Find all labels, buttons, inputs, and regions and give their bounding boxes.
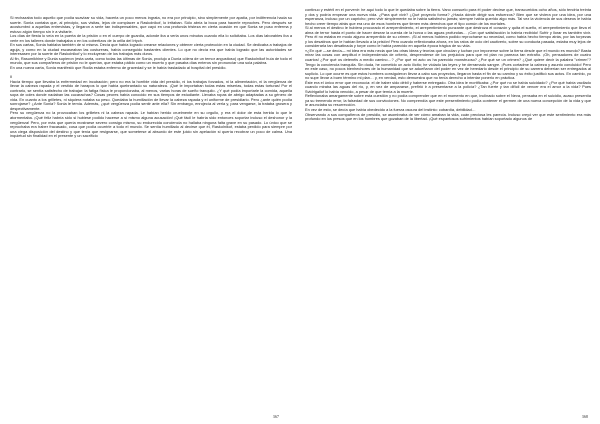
paragraph: Observando a sus compañeros de presidio, se asombraba de ver cómo amaban la vida, cuán preciosa les parecía. Incluso creyó ver que este sentimiento era más profundo en los presos que en los hombres que gozaban de la libertad. ¡Qué espantosos sufrimientos habían soportado algunos de — [305, 111, 591, 122]
chapter-heading: II — [10, 74, 13, 80]
paragraph: En sus cartas, Sonia hablaba también de sí misma. Decía que había logrado crearse relaciones y obtener cierta protección en la ciudad. Se dedicaba a trabajos de aguja, y como en la ciudad escaseaban las costureras, había conseguido bastantes clientes. Lo que no decía era que había logrado que las autoridades se interesasen por la suerte de Raskolnikof y lo excluyeran de los trabajos más duros. — [10, 42, 292, 57]
paragraph: Si rechazaba todo aquello que podía suavizar su vida, hacerla un poco menos ingrata, no era por principio, sino simplemente por apatía, por indiferencia hacia su suerte. Sonia contaba que, al principio, sus visitas, lejos de complacer a Raskolnikof, lo irritaban. Sólo abría la boca para hacerle reproches. Pero después se acostumbró a aquellas entrevistas, y llegaron a serle tan indispensables, que cayó en una profunda tristeza en cierta ocasión en que Sonia se puso enferma y estuvo algún tiempo sin ir a visitarle. — [10, 15, 292, 34]
paragraph: Reflexionaba amargamente sobre esta cuestión y no podía comprender que en el momento en que, inclinado sobre el Neva, pensaba en el suicidio, acaso presentía ya su tremendo error, la falsedad de sus convicciones. No comprendía que este presentimiento podía contener el germen de una nueva concepción de la vida y que le anunciaba su resurrección. — [305, 93, 591, 108]
page-number: 368 — [581, 414, 588, 419]
paragraph: Pero su vergüenza no la provocaban los grilletes ni la cabeza rapada. Le habían herido cruelmente en su orgullo, y era el dolor de esta herida lo que le atormentaba. ¡Qué feliz habría sido si hubiese podido hacerse a sí mismo alguna acusación! ¡Qué fácil le habría sido entonces soportar incluso el deshonor y la vergüenza! Pero, por más que quería mostrarse severo consigo mismo, su endurecida conciencia no hallaba ninguna falta grave en su pasado. Lo único que se reprochaba era haber fracasado, cosa que podía ocurrirle a todo el mundo. Se sentía humillado al decirse que él, Raskolnikof, estaba perdido para siempre por una ciega disposición del destino y que tenía que resignarse, que someterse al absurdo de este juicio sin apelación si quería recobrar un poco de calma. Una inquietud sin finalidad en el presente y un sacrificio — [10, 110, 292, 139]
paragraph: continuo y estéril en el porvenir: he aquí todo lo que le quedaba sobre la tierra. Vano consuelo para él poder decirse que, transcurridos ocho años, sólo tendría treinta y dos y podría empezar una nueva vida. ¿Para qué vivir? ¿Qué proyecto forma? ¿Hacia dónde dirigir sus esfuerzos? Bien que se viviera por una idea, por una esperanza, incluso por un capricho; pero vivir simplemente no le había satisfecho jamás; siempre había querido algo más. Tal vez la violencia de sus deseos le había hecho creer tiempo atrás que era uno de esos hombres que tienen más derechos que el tipo común de los mortales. — [305, 7, 591, 26]
page-number: 367 — [272, 414, 279, 419]
paragraph: Los días de fiesta lo veía en la puerta de la prisión o en el cuerpo de guardia, adonde iba a verla unos minutos cuando ella lo solicitaba. Los días laborables iba a verle en los talleres donde trabajaba o en los cobertizos de la orilla del Irtych. — [10, 33, 292, 43]
paragraph: En vez de esto, se decía que había obedecido a la fuerza oscura del instinto: cobardía, debilidad… — [305, 107, 476, 113]
paragraph: En una nueva carta, Sonia manifestó que Rodia estaba enfermo de gravedad y se le había trasladado al hospital del presidio. — [10, 65, 227, 71]
left-page-text — [8, 4, 292, 139]
paragraph: Hacía tiempo que llevaba la enfermedad en incubación; pero no era la horrible vida del presidio, ni los trabajos forzados, ni la alimentación, ni la vergüenza de llevar la cabeza rapada y el vestido de harapos lo que había quebrantado su naturaleza. ¡Qué le importaban todas estas miserias, todas estas torturas! Por el contrario, se sentía satisfecho de trabajar: la fatiga física le proporcionaba, al menos, varias horas de sueño tranquilo. ¿Y qué podía importarle la comida, aquella sopa de coles donde nadaban las cucarachas? Cosas peores había conocido en sus tiempos de estudiante. Llevaba ropas de abrigo adaptadas a su género de vida. En cuanto a los grilletes, ni siquiera notaba su peso. Quedaba la humillación de llevar la cabeza rapada y el uniforme de presidiario. Pero ¿ante quién podía sonrojarse? ¿Ante Sonia? Sonia le temía. Además, ¿qué vergüenza podía sentir ante ella? Sin embargo, enrojecía al verla y, para vengarse, la trataba grosera y despectivamente. — [10, 78, 292, 111]
paragraph: «¿En qué —se decía— mi idea era más necia que las otras ideas y teorías que circulan y luchan por imponerse sobre la tierra desde que el mundo es mundo? Basta mirar las cosas con amplitud e independencia de criterio, desprenderse de los prejuicios para que mi plan no parezca tan extraño. ¡Oh, pensadores de cuatro cuartos! ¿Por qué os detenéis a medio camino…? ¿Por qué mi acto os ha parecido monstruoso? ¿Por qué se un crimen? ¿Qué quiere decir la palabra "crimen"? Tengo la conciencia tranquila. Sin duda, he cometido un acto ilícito; he violado las leyes y he derramado sangre. ¡Pues cortadme la cabeza y asunto concluido! Pero en este caso, no pocos bienhechores de la humanidad que se adueñaron del poder en vez de heredarlo desde el principio de su carrera deberían ser entregados al suplicio. Lo que ocurre es que estos hombres consiguieron llevar a cabo sus proyectos, llegaron hasta el fin de su camino y su éxito justificó sus actos. En cambio, yo no supe llevar a buen término mi plan… y, en verdad, esto demuestra que no tenía derecho a intentar ponerlo en práctica. — [305, 47, 591, 81]
paragraph: Si al menos el destino le hubiera procurado el arrepentimiento, el arrepentimiento punzante que destroza el corazón y quita el sueño, el arrepentimiento que lleva el alma de terror hasta el punto de hacer desear la cuerda de la horca o las aguas profundas… ¡Con qué satisfacción lo habría recibido! Sufrir y llorar es también vivir. Pero él no estaba en modo alguno arrepentido de su crimen. ¡Si al menos hubiera podido reprocharse su necedad, como había hecho tiempo atrás, por las torpezas y los desatinos que le habían llevado a la prisión! Pero cuando reflexionaba ahora, en los ratos de ocio del cautiverio, sobre su conducta pasada, estaba muy lejos de considerarla tan desatinada y torpe como le había parecido en aquella época trágica de su vida. — [305, 25, 591, 49]
left-page — [8, 4, 295, 424]
paragraph: Al fin, Rasumikhine y Dunia supieron (esta carta, como todas las últimas de Sonia, produjo a Dunia cólera de un temor angustioso) que Raskolnikof huía de todo el mundo, que sus compañeros de prisión no le querían, que estaba pálido como un muerto y que pasaba días enteros sin pronunciar una sola palabra. — [10, 55, 292, 66]
right-page-text — [305, 4, 591, 122]
paragraph: Éste era el único error que reconocía: el de haber sido débil y haberse entregado. Otra idea le mortificaba: ¿Por qué no se había suicidado? ¿Por qué había vacilado cuando miraba las aguas del río, y, en vez de ampararse, prefirió ir a presentarse a la policía? ¿Tan fuerte y tan difícil de vencer era el amor a la vida? Pues Svidrigailof lo había vencido, a pesar de que temía a la muerte. — [305, 79, 591, 94]
right-page — [305, 4, 592, 424]
